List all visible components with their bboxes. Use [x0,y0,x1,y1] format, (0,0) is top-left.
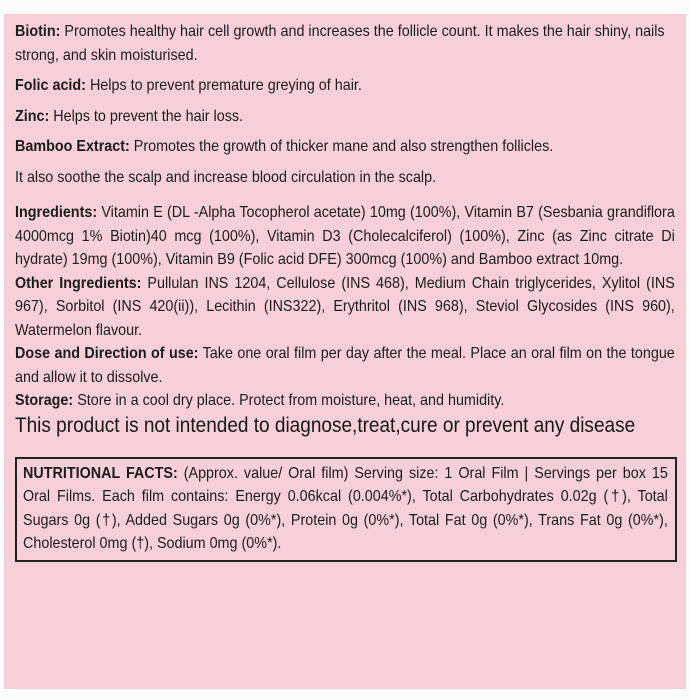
benefit-text: Helps to prevent premature greying of hair. [85,77,362,94]
storage-section [15,389,675,413]
benefit-text: It also soothe the scalp and increase blood circulation in the scalp. [15,168,437,186]
disclaimer: This product is not intended to diagnose,treat,cure or prevent any disease [15,413,636,437]
benefit-folic-acid [15,74,675,98]
benefit-label: Zinc: [15,107,50,125]
other-ingredients-text: Pullulan INS 1204, Cellulose (INS 468), Medium Chain triglycerides, Xylitol (INS 967), Sorbitol (INS 420(ii)), Lecithin (INS322), Erythritol (INS 968), Steviol Glycosides (INS 960), Watermelon flavour. [15,274,675,339]
ingredients-text: Vitamin E (DL -Alpha Tocopherol acetate) 10mg (100%), Vitamin B7 (Sesbania grandiflora 4000mcg 1% Biotin)40 mcg (100%), Vitamin D3 (Cholecalciferol) (100%), Zinc (as Zinc citrate Di hydrate) 19mg (100%), Vitamin B9 (Folic acid DFE) 300mcg (100%) and Bamboo extract 10mg. [15,204,675,268]
benefit-biotin [15,20,675,67]
nutritional-facts-text: (Approx. value/ Oral film) Serving size: 1 Oral Film | Servings per box 15 Oral Films. Each film contains: Energy 0.06kcal (0.004%*), Total Carbohydrates 0.02g (†), Total Sugars 0g (†), Added Sugars 0g (0%*), Protein 0g (0%*), Total Fat 0g (0%*), Trans Fat 0g (0%*), Cholesterol 0mg (†), Sodium 0mg (0%*). [23,464,668,552]
ingredients-label: Ingredients: [15,204,98,221]
benefit-zinc [15,105,675,129]
storage-text: Store in a cool dry place. Protect from moisture, heat, and humidity. [73,392,505,409]
nutritional-facts-text-block [23,462,668,556]
nutritional-facts-box [15,457,677,562]
benefit-label: Bamboo Extract: [15,138,130,155]
storage-label: Storage: [15,392,74,409]
benefit-text: Promotes the growth of thicker mane and also strengthen follicles. [129,138,554,155]
nutritional-facts-label: NUTRITIONAL FACTS: [23,464,178,482]
dose-section [15,342,675,389]
ingredients-section [15,201,675,272]
benefit-text: Helps to prevent the hair loss. [49,107,244,125]
benefit-bamboo-extract [15,135,675,159]
dose-label: Dose and Direction of use: [15,345,199,362]
benefit-label: Folic acid: [15,77,86,94]
other-ingredients-label: Other Ingredients: [15,274,142,292]
product-info-panel [4,14,686,689]
benefit-text: Promotes healthy hair cell growth and increases the follicle count. It makes the hair shiny, nails strong, and skin moisturised. [15,23,665,64]
section-gap [15,189,676,201]
benefit-bamboo-extract-continued [15,166,675,190]
dose-text: Take one oral film per day after the meal. Place an oral film on the tongue and allow it to dissolve. [15,345,675,386]
other-ingredients-section [15,272,675,343]
benefit-label: Biotin: [15,23,61,40]
